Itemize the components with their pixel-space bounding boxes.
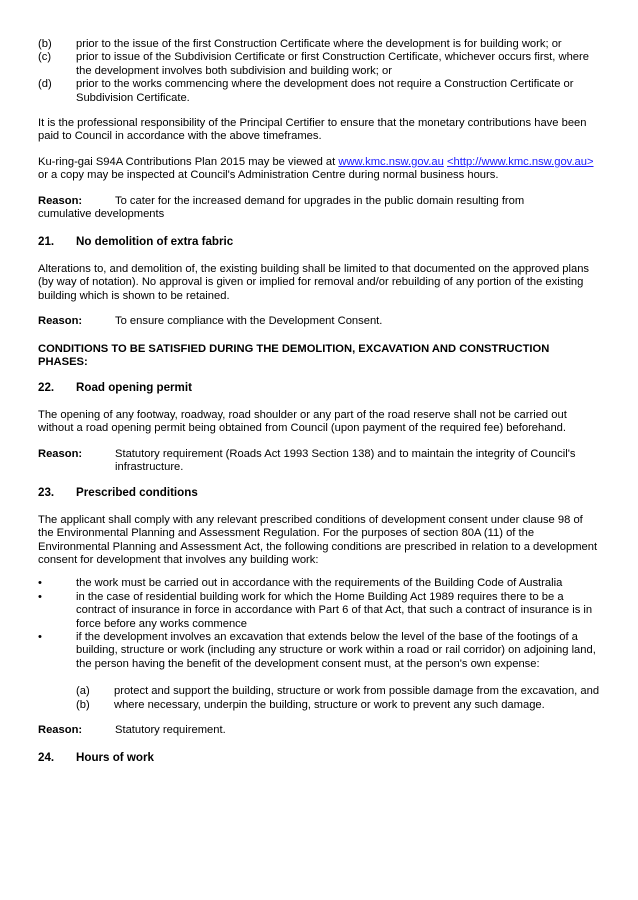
- reason-label: Reason:: [38, 724, 83, 737]
- reason-text-continued: cumulative developments: [38, 208, 165, 221]
- list-text: prior to the works commencing where the development does not require a Construction Certificate or Subdivision Certificate.: [76, 78, 574, 104]
- condition-number: 24.: [38, 751, 55, 765]
- reason-text: Statutory requirement.: [115, 724, 226, 737]
- bullet-text: in the case of residential building work for which the Home Building Act 1989 requires there to be a contract of insurance in force in accordance with Part 6 of that Act, that such a contract of insurance is in force before any works commence: [76, 590, 593, 630]
- bullet-dot-icon: •: [38, 631, 42, 643]
- sublist-item-a: [38, 685, 600, 698]
- list-label: (b): [38, 38, 52, 50]
- condition-title: Prescribed conditions: [76, 486, 198, 500]
- condition-title: No demolition of extra fabric: [76, 235, 234, 249]
- sublist-label: (b): [76, 698, 90, 711]
- list-item-b: [38, 38, 600, 51]
- condition-21-body: Alterations to, and demolition of, the existing building shall be limited to that documented on the approved plans (by way of notation). No approval is given or implied for removal and/or rebuilding of any portion of the existing building which is shown to be retained.: [38, 262, 590, 302]
- condition-23-body: The applicant shall comply with any relevant prescribed conditions of development consent under clause 98 of the Environmental Planning and Assessment Regulation. For the purposes of section 80A (11) of the Environmental Planning and Assessment Act, the following conditions are prescribed in relation to a development consent for development that involves any building work:: [38, 513, 598, 566]
- document-page: [38, 38, 600, 765]
- reason-text: Statutory requirement (Roads Act 1993 Section 138) and to maintain the integrity of Council's infrastructure.: [115, 447, 576, 473]
- bullet-item: [38, 577, 600, 590]
- reason-label: Reason:: [38, 447, 83, 460]
- condition-title: Road opening permit: [76, 381, 192, 395]
- condition-21-reason: [38, 315, 600, 328]
- reason-label: Reason:: [38, 194, 83, 207]
- responsibility-paragraph: It is the professional responsibility of the Principal Certifier to ensure that the monetary contributions have been paid to Council in accordance with the above timeframes.: [38, 117, 587, 143]
- bullet-item: [38, 631, 600, 671]
- condition-24-heading: [38, 751, 600, 764]
- list-text: prior to issue of the Subdivision Certificate or first Construction Certificate, whichever occurs first, where the development involves both subdivision and building work; or: [76, 51, 589, 77]
- list-top: [38, 38, 600, 105]
- bullet-item: [38, 591, 600, 631]
- condition-23-sublist: [38, 685, 600, 712]
- list-text: prior to the issue of the first Construction Certificate where the development is for building work; or: [76, 38, 562, 50]
- sublist-text: protect and support the building, structure or work from possible damage from the excavation, and: [114, 685, 600, 698]
- condition-22-reason: [38, 448, 600, 475]
- list-item-c: [38, 51, 600, 78]
- plan-text-post: or a copy may be inspected at Council's Administration Centre during normal business hours.: [38, 169, 499, 182]
- list-label: (d): [38, 78, 52, 91]
- section-heading: CONDITIONS TO BE SATISFIED DURING THE DEMOLITION, EXCAVATION AND CONSTRUCTION PHASES:: [38, 342, 550, 368]
- reason-text: To cater for the increased demand for upgrades in the public domain resulting from: [115, 194, 525, 207]
- condition-title: Hours of work: [76, 751, 154, 765]
- reason-text: To ensure compliance with the Development Consent.: [115, 315, 383, 328]
- condition-number: 21.: [38, 235, 55, 249]
- list-label: (c): [38, 51, 52, 64]
- condition-23-reason: [38, 724, 600, 737]
- condition-23-bullets: [38, 577, 600, 671]
- reason-label: Reason:: [38, 315, 83, 328]
- council-website-link[interactable]: www.kmc.nsw.gov.au: [338, 155, 444, 168]
- council-website-url-link[interactable]: <http://www.kmc.nsw.gov.au>: [446, 155, 594, 168]
- bullet-dot-icon: •: [38, 590, 42, 603]
- condition-number: 22.: [38, 381, 55, 395]
- list-item-d: [38, 78, 600, 105]
- sublist-text: where necessary, underpin the building, structure or work to prevent any such damage.: [114, 698, 545, 711]
- condition-21-heading: [38, 235, 600, 248]
- condition-23-heading: [38, 486, 600, 499]
- plan-text-pre: Ku-ring-gai S94A Contributions Plan 2015 may be viewed at: [38, 155, 339, 168]
- condition-22-body: The opening of any footway, roadway, road shoulder or any part of the road reserve shall not be carried out without a road opening permit being obtained from Council (upon payment of the required fee) beforehand.: [38, 408, 567, 435]
- sublist-item-b: [38, 699, 600, 712]
- sublist-label: (a): [76, 685, 90, 698]
- reason-block: [38, 195, 600, 208]
- bullet-text: if the development involves an excavation that extends below the level of the base of the footings of a building, structure or work (including any structure or work within a road or rail corridor) on adjoining land, the person having the benefit of the development consent must, at the person's own expense:: [76, 631, 596, 670]
- bullet-text: the work must be carried out in accordance with the requirements of the Building Code of Australia: [76, 577, 563, 590]
- contributions-plan-paragraph: [38, 156, 600, 183]
- condition-22-heading: [38, 381, 600, 394]
- condition-number: 23.: [38, 486, 55, 500]
- bullet-dot-icon: •: [38, 577, 42, 590]
